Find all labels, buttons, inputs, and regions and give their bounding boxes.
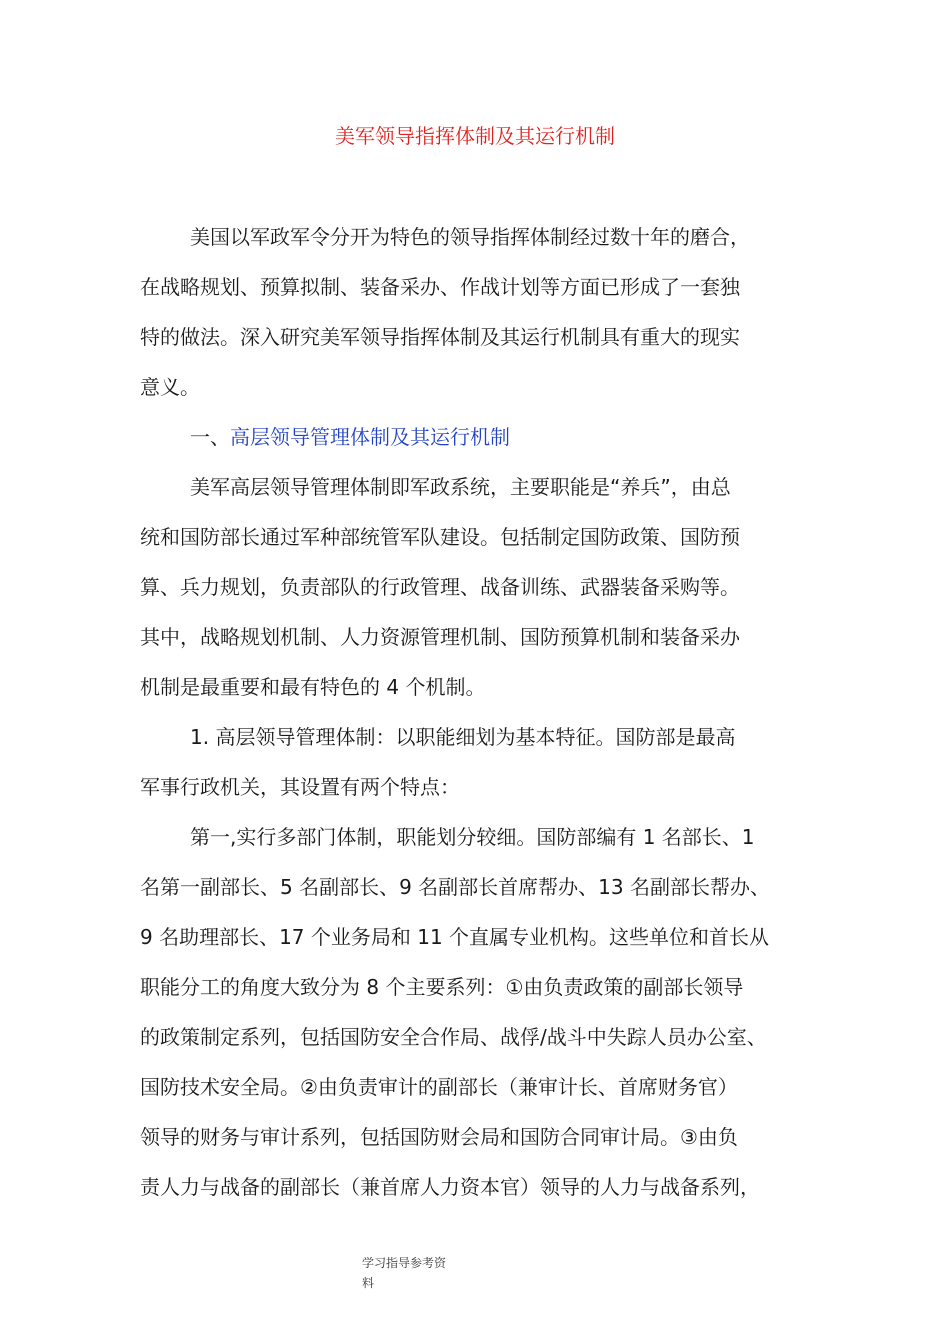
paragraph-line: 国防技术安全局。②由负责审计的副部长（兼审计长、首席财务官） (140, 1075, 738, 1099)
paragraph-line: 1. 高层领导管理体制：以职能细划为基本特征。国防部是最高 (190, 725, 736, 749)
footer-line: 料 (362, 1276, 375, 1290)
paragraph-line: 名第一副部长、5 名副部长、9 名副部长首席帮办、13 名副部长帮办、 (140, 875, 770, 899)
paragraph-line: 第一,实行多部门体制，职能划分较细。国防部编有 1 名部长、1 (190, 825, 755, 849)
paragraph-line: 责人力与战备的副部长（兼首席人力资本官）领导的人力与战备系列， (140, 1175, 760, 1199)
page-footer (362, 1253, 472, 1293)
paragraph-line: 的政策制定系列，包括国防安全合作局、战俘/战斗中失踪人员办公室、 (140, 1025, 767, 1049)
paragraph-line: 机制是最重要和最有特色的 4 个机制。 (140, 675, 486, 699)
paragraph-line: 其中，战略规划机制、人力资源管理机制、国防预算机制和装备采办 (140, 625, 740, 649)
paragraph-line: 美军高层领导管理体制即军政系统，主要职能是“养兵”，由总 (190, 475, 731, 499)
paragraph-line: 在战略规划、预算拟制、装备采办、作战计划等方面已形成了一套独 (140, 275, 740, 299)
paragraph-line: 意义。 (140, 375, 200, 399)
paragraph-line: 9 名助理部长、17 个业务局和 11 个直属专业机构。这些单位和首长从 (140, 925, 770, 949)
document-title: 美军领导指挥体制及其运行机制 (335, 124, 615, 148)
paragraph-line: 军事行政机关，其设置有两个特点： (140, 775, 460, 799)
paragraph-line: 领导的财务与审计系列，包括国防财会局和国防合同审计局。③由负 (140, 1125, 738, 1149)
paragraph-line: 统和国防部长通过军种部统管军队建设。包括制定国防政策、国防预 (140, 525, 740, 549)
paragraph-line: 职能分工的角度大致分为 8 个主要系列：①由负责政策的副部长领导 (140, 975, 744, 999)
section-heading (190, 422, 510, 452)
paragraph-line: 美国以军政军令分开为特色的领导指挥体制经过数十年的磨合， (190, 225, 750, 249)
section-heading-text: 高层领导管理体制及其运行机制 (230, 425, 510, 449)
section-number: 一、 (190, 425, 230, 449)
footer-line: 学习指导参考资 (362, 1256, 447, 1270)
paragraph-line: 算、兵力规划，负责部队的行政管理、战备训练、武器装备采购等。 (140, 575, 740, 599)
paragraph-line: 特的做法。深入研究美军领导指挥体制及其运行机制具有重大的现实 (140, 325, 740, 349)
